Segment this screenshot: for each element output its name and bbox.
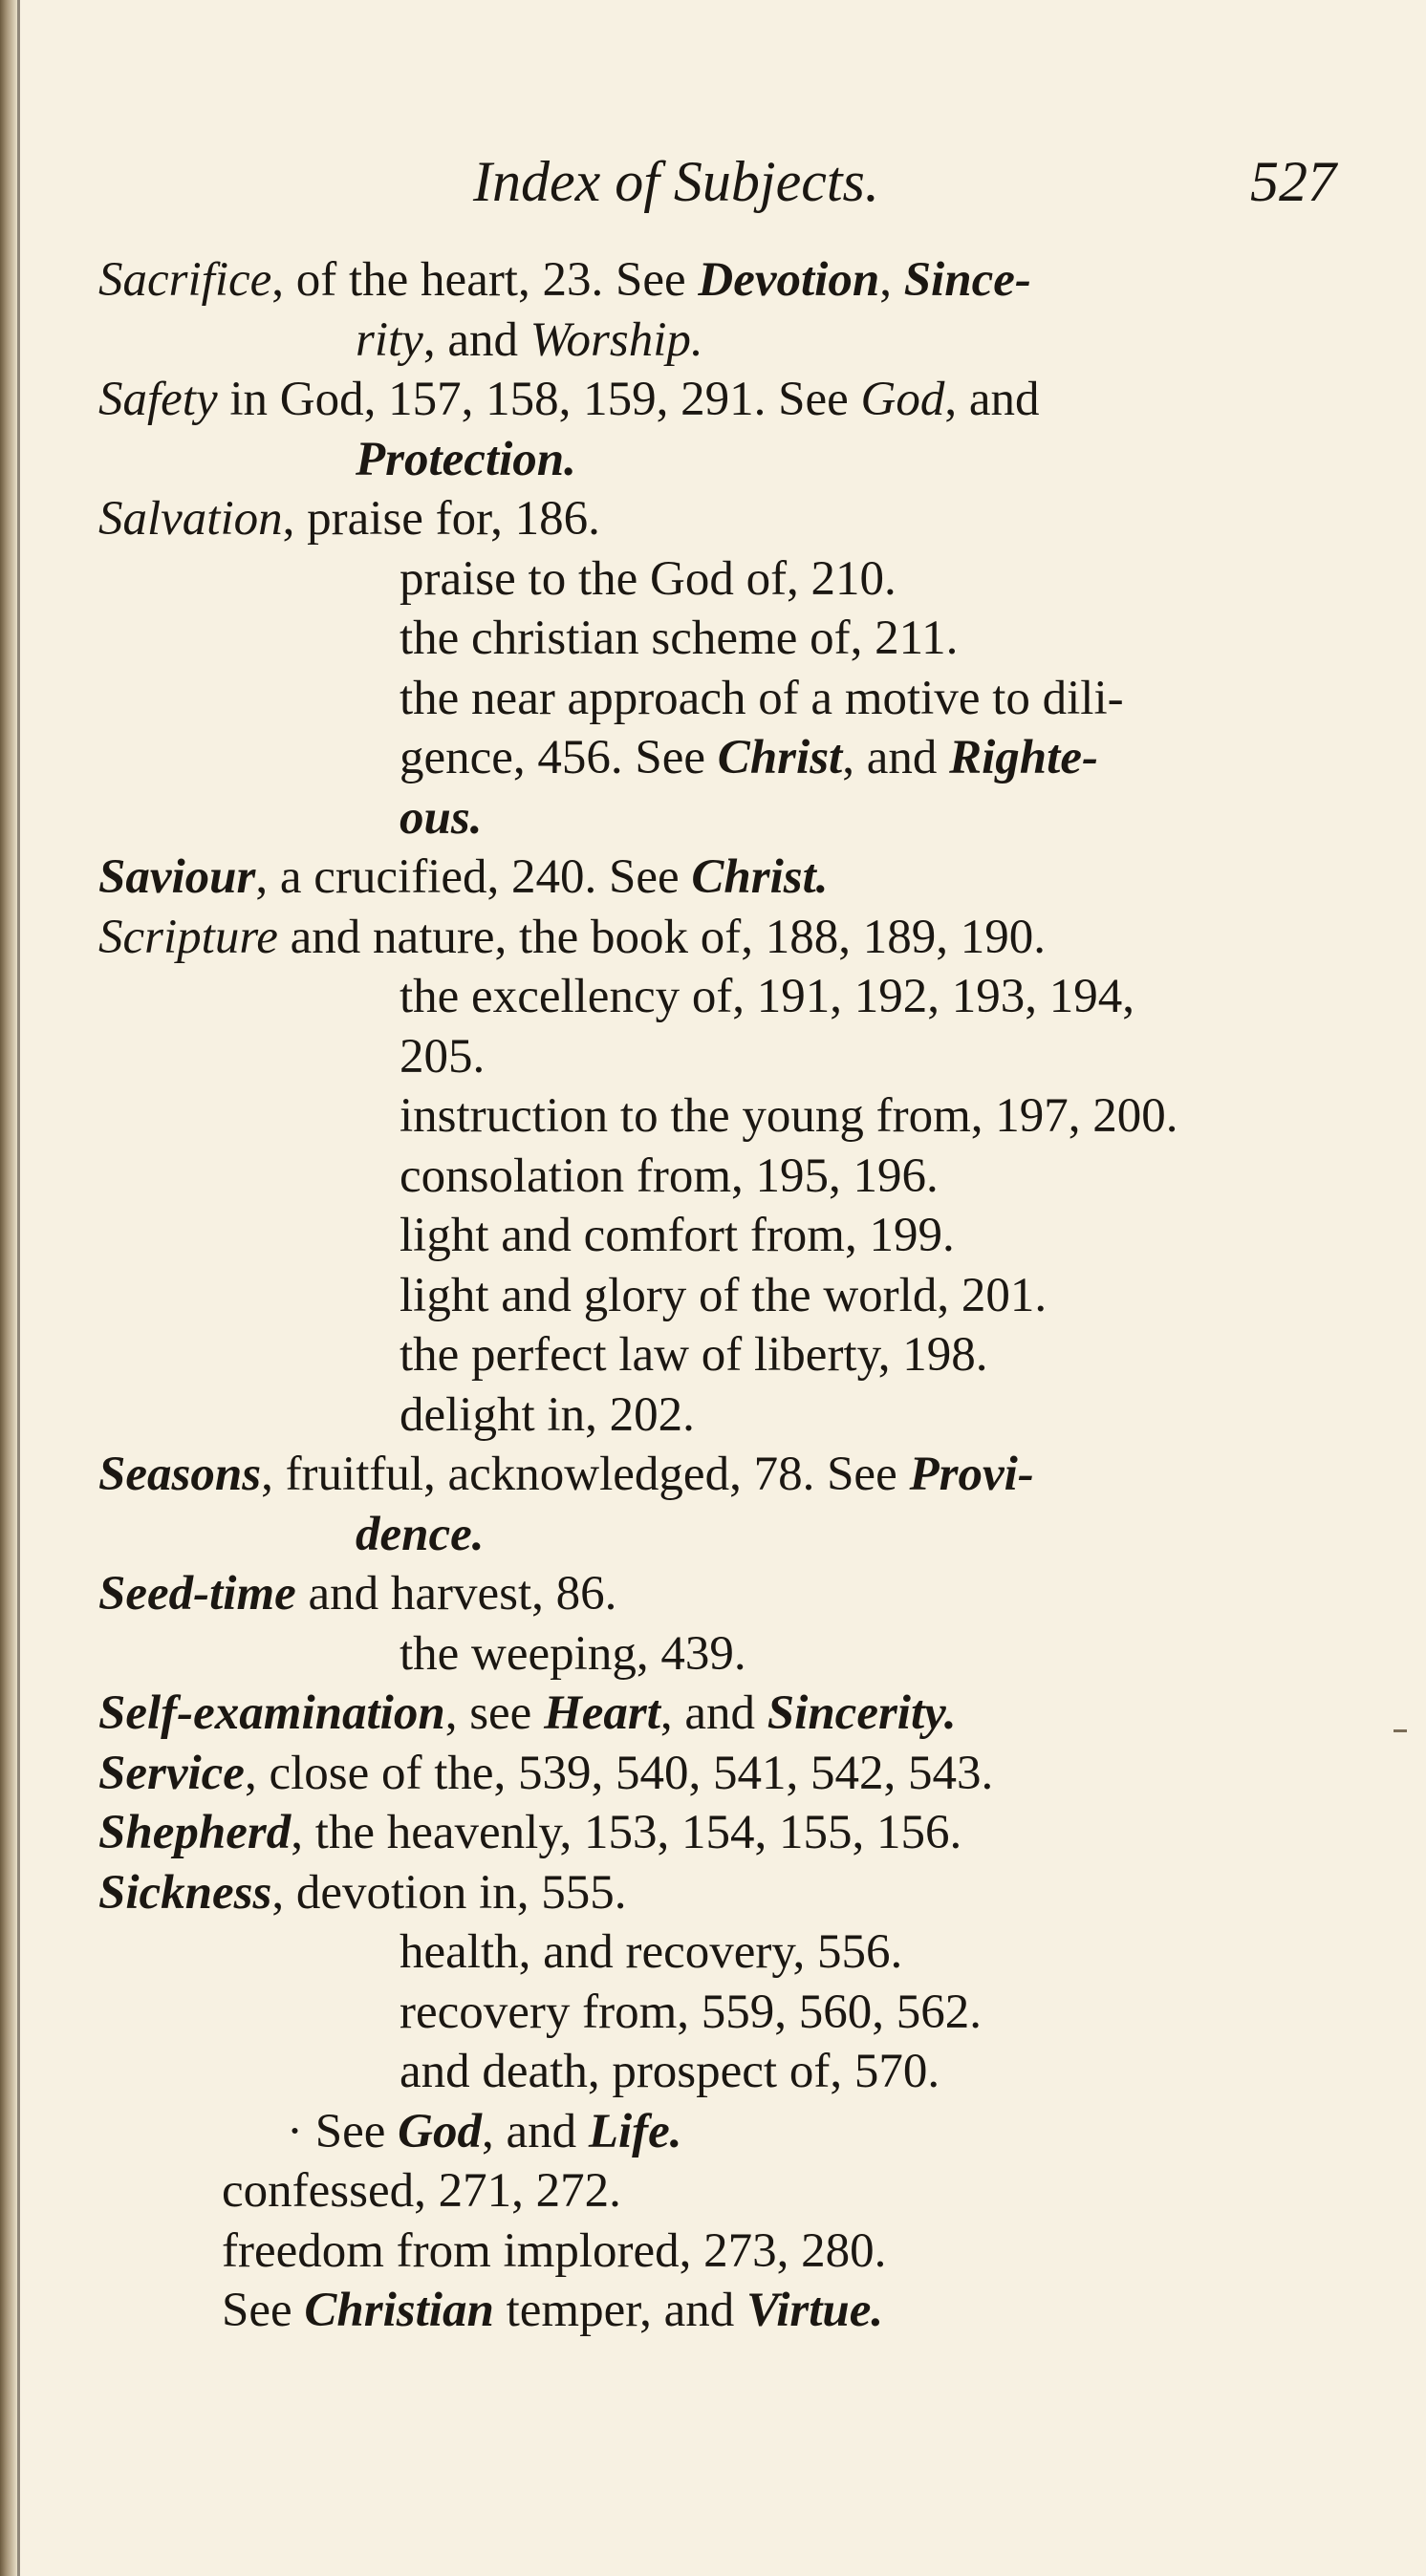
index-text: and death, prospect of, 570. <box>400 2045 940 2098</box>
index-term: Since- <box>903 253 1031 307</box>
index-term: Saviour <box>98 850 256 904</box>
page-number: 527 <box>1250 150 1336 213</box>
index-term: ous. <box>400 790 483 845</box>
index-line <box>0 728 1426 788</box>
index-term: Life. <box>588 2104 682 2158</box>
index-text: , see <box>444 1686 545 1740</box>
index-text: , praise for, 186. <box>282 492 600 546</box>
index-entries <box>0 250 1426 2341</box>
index-text: the perfect law of liberty, 198. <box>400 1328 988 1382</box>
index-line <box>0 609 1426 669</box>
index-text: temper, and <box>493 2284 747 2337</box>
index-line <box>0 1744 1426 1804</box>
index-term: God <box>398 2104 482 2158</box>
index-term: Heart <box>544 1686 660 1740</box>
index-line <box>0 311 1426 371</box>
index-term: Worship. <box>529 312 703 367</box>
index-line <box>0 1027 1426 1087</box>
index-line <box>0 250 1426 311</box>
index-term: Salvation <box>98 492 283 546</box>
index-line <box>0 549 1426 610</box>
index-text: , and <box>481 2104 589 2158</box>
index-line <box>0 1385 1426 1446</box>
index-term: Seasons <box>98 1448 262 1501</box>
index-term: rity <box>356 312 423 367</box>
index-line <box>0 2161 1426 2222</box>
index-line <box>0 1624 1426 1685</box>
index-line <box>0 1086 1426 1147</box>
index-term: Sincerity. <box>767 1686 957 1740</box>
index-line <box>0 489 1426 549</box>
index-line <box>0 1803 1426 1863</box>
index-text: 205. <box>400 1029 486 1084</box>
index-line <box>0 370 1426 430</box>
index-text: gence, 456. See <box>400 731 718 784</box>
index-line <box>0 967 1426 1027</box>
index-line <box>0 848 1426 908</box>
index-term: Scripture <box>98 910 278 964</box>
index-line <box>0 2042 1426 2102</box>
index-text: the weeping, 439. <box>400 1626 746 1681</box>
index-text: , fruitful, acknowledged, 78. See <box>261 1448 910 1501</box>
index-line <box>0 1147 1426 1207</box>
index-text: praise to the God of, 210. <box>400 551 897 606</box>
index-text: , of the heart, 23. See <box>271 253 699 307</box>
index-text: recovery from, 559, 560, 562. <box>400 1985 983 2039</box>
index-text: See <box>222 2284 305 2337</box>
index-text: and nature, the book of, 188, 189, 190. <box>277 910 1047 964</box>
index-term: Safety <box>98 373 218 426</box>
index-text: instruction to the young from, 197, 200. <box>400 1089 1178 1143</box>
running-title: Index of Subjects. <box>473 150 879 213</box>
index-line <box>0 908 1426 968</box>
index-line <box>0 1325 1426 1385</box>
index-text: health, and recovery, 556. <box>400 1925 903 1979</box>
index-term: dence. <box>356 1507 485 1561</box>
index-text: in God, 157, 158, 159, 291. See <box>217 373 861 426</box>
index-term: Righte- <box>949 731 1098 784</box>
index-text: · See <box>287 2104 399 2158</box>
index-term: Sacrifice <box>98 253 272 307</box>
index-line <box>0 2281 1426 2341</box>
index-text: freedom from implored, 273, 280. <box>222 2223 887 2278</box>
index-text: , and <box>659 1686 767 1740</box>
index-line <box>0 1445 1426 1505</box>
index-text: , the heavenly, 153, 154, 155, 156. <box>291 1806 962 1859</box>
index-line <box>0 1564 1426 1624</box>
index-term: Protection. <box>356 432 576 486</box>
index-text: confessed, 271, 272. <box>222 2164 621 2218</box>
index-term: God <box>860 373 945 426</box>
index-line <box>0 1863 1426 1923</box>
index-text: and harvest, 86. <box>295 1567 617 1621</box>
index-text: the christian scheme of, 211. <box>400 612 959 665</box>
index-term: Seed-time <box>98 1567 296 1621</box>
index-line <box>0 1505 1426 1565</box>
index-line <box>0 430 1426 490</box>
index-line <box>0 669 1426 729</box>
index-text: , and <box>422 312 530 367</box>
index-text: light and glory of the world, 201. <box>400 1268 1048 1322</box>
index-text: , devotion in, 555. <box>271 1865 627 1920</box>
index-text: , a crucified, 240. See <box>255 850 692 904</box>
index-term: Provi- <box>909 1448 1034 1501</box>
index-text: , <box>879 253 904 307</box>
index-term: Self-examination <box>98 1686 445 1740</box>
index-line <box>0 788 1426 848</box>
index-line <box>0 2222 1426 2282</box>
index-term: Service <box>98 1746 245 1800</box>
index-line <box>0 2102 1426 2162</box>
index-term: Christ. <box>691 850 829 904</box>
running-header <box>0 143 1426 220</box>
margin-mark <box>1394 1729 1407 1732</box>
index-term: Sickness <box>98 1865 272 1920</box>
index-term: Devotion <box>698 253 880 307</box>
index-line <box>0 1922 1426 1983</box>
index-text: light and comfort from, 199. <box>400 1209 955 1262</box>
index-line <box>0 1266 1426 1326</box>
index-line <box>0 1983 1426 2043</box>
index-term: Christ <box>717 731 843 784</box>
index-text: delight in, 202. <box>400 1387 695 1442</box>
index-text: , and <box>944 373 1040 426</box>
index-text: the excellency of, 191, 192, 193, 194, <box>400 970 1135 1023</box>
index-text: the near approach of a motive to dili- <box>400 671 1124 725</box>
index-term: Shepherd <box>98 1806 292 1859</box>
index-line <box>0 1206 1426 1266</box>
index-term: Christian <box>304 2284 494 2337</box>
index-line <box>0 1684 1426 1744</box>
index-text: , and <box>842 731 950 784</box>
index-text: , close of the, 539, 540, 541, 542, 543. <box>244 1746 994 1800</box>
index-term: Virtue. <box>746 2284 884 2337</box>
index-text: consolation from, 195, 196. <box>400 1148 939 1203</box>
